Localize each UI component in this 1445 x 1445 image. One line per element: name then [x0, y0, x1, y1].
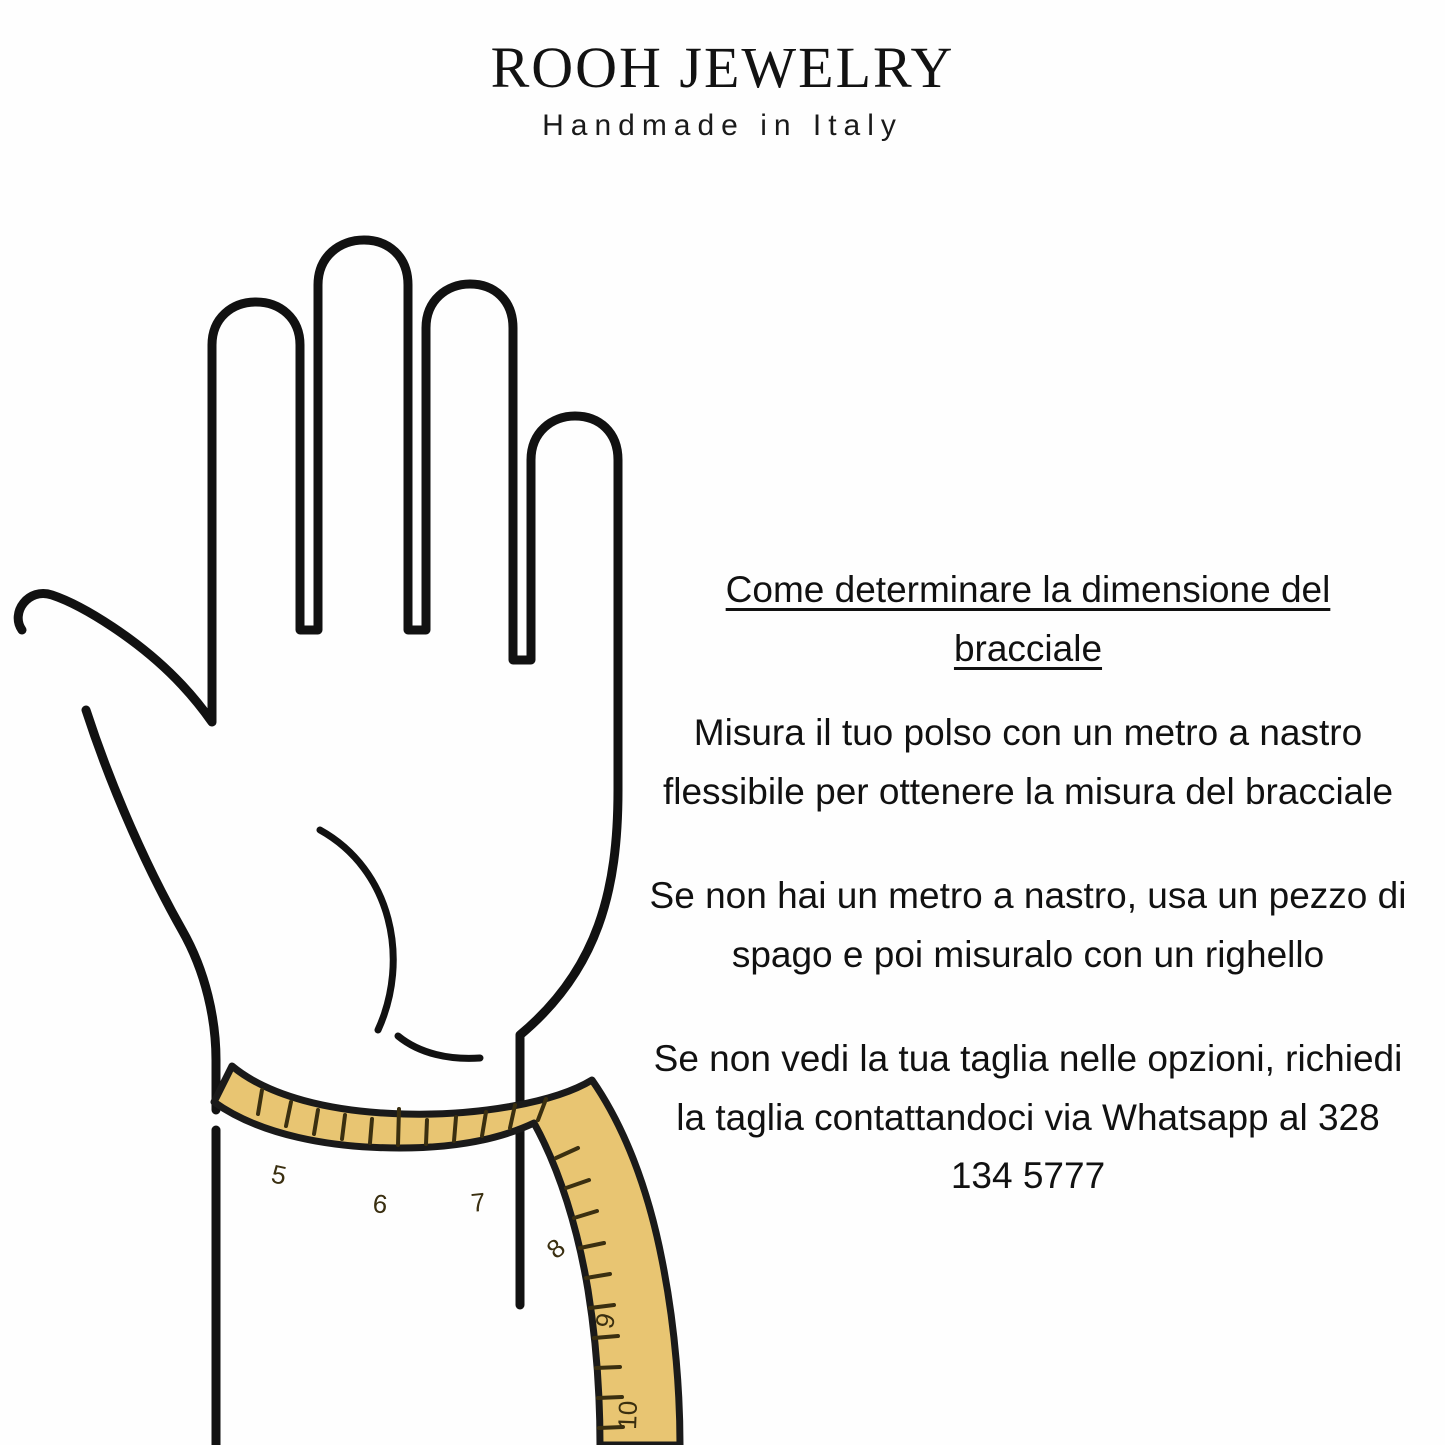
measuring-tape: [214, 1066, 680, 1445]
brand-title: ROOH JEWELRY: [490, 35, 955, 100]
svg-text:6: 6: [371, 1188, 389, 1220]
svg-text:5: 5: [268, 1158, 290, 1191]
brand-tagline: Handmade in Italy: [542, 108, 903, 142]
brand-header: [0, 35, 1445, 143]
instructions-paragraph-2: Se non hai un metro a nastro, usa un pezzo di spago e poi misuralo con un righello: [649, 875, 1407, 975]
svg-text:7: 7: [469, 1186, 488, 1218]
instructions-block: [648, 560, 1408, 1206]
instructions-headline: Come determinare la dimensione del bracciale: [725, 569, 1331, 670]
svg-text:10: 10: [612, 1400, 644, 1431]
svg-text:9: 9: [588, 1309, 622, 1332]
svg-text:8: 8: [540, 1232, 571, 1265]
instructions-paragraph-1: Misura il tuo polso con un metro a nastro flessibile per ottenere la misura del bracciale: [662, 712, 1394, 812]
instructions-paragraph-3: Se non vedi la tua taglia nelle opzioni, richiedi la taglia contattandoci via Whatsapp al 328 134 5777: [653, 1038, 1403, 1197]
hand-illustration: [0, 230, 740, 1445]
